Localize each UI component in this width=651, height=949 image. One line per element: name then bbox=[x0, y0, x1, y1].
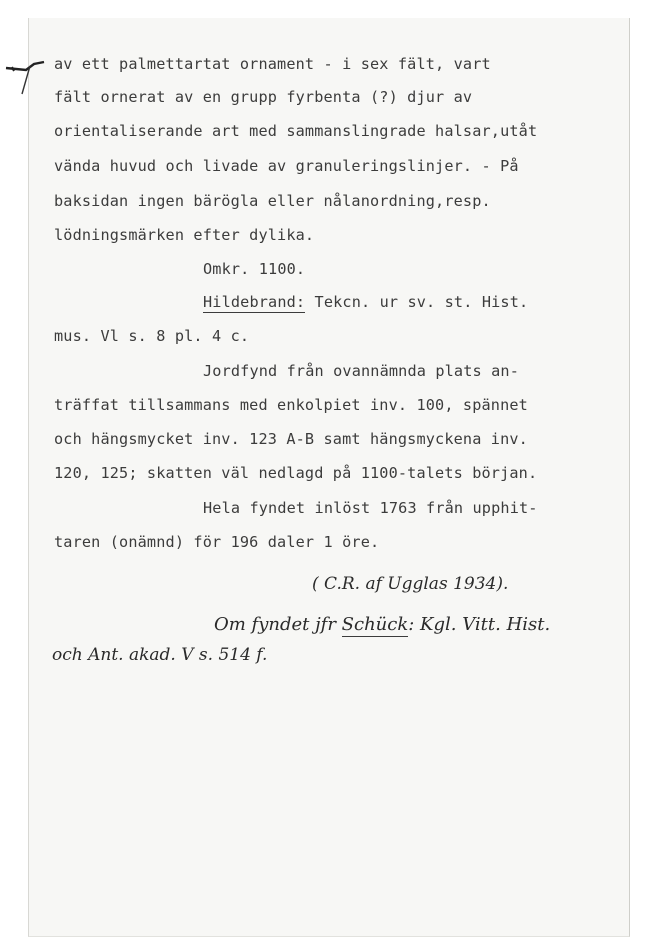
note-part-c: : Kgl. Vitt. Hist. bbox=[408, 614, 551, 635]
reference-text: Tekcn. ur sv. st. Hist. bbox=[314, 293, 529, 311]
handwritten-note-line-1 bbox=[214, 614, 550, 635]
text-line-12: och hängsmycket inv. 123 A-B samt hängsmyckena inv. bbox=[54, 430, 528, 448]
text-line-11: träffat tillsammans med enkolpiet inv. 100, spännet bbox=[54, 396, 528, 414]
text-line-13: 120, 125; skatten väl nedlagd på 1100-talets början. bbox=[54, 464, 538, 482]
text-line-1: av ett palmettartat ornament - i sex fält, vart bbox=[54, 55, 491, 73]
text-line-14: Hela fyndet inlöst 1763 från upphit- bbox=[203, 499, 538, 517]
text-line-6: lödningsmärken efter dylika. bbox=[54, 226, 315, 244]
text-line-9: mus. Vl s. 8 pl. 4 c. bbox=[54, 327, 250, 345]
text-line-3: orientaliserande art med sammanslingrade halsar,utåt bbox=[54, 122, 538, 140]
date-line: Omkr. 1100. bbox=[203, 260, 306, 278]
text-line-4: vända huvud och livade av granuleringslinjer. - På bbox=[54, 157, 519, 175]
text-line-2: fält ornerat av en grupp fyrbenta (?) djur av bbox=[54, 88, 473, 106]
text-line-5: baksidan ingen bärögla eller nålanordning,resp. bbox=[54, 192, 491, 210]
reference-line bbox=[203, 293, 528, 311]
note-schuck: Schück bbox=[341, 614, 409, 635]
handwritten-note-line-2: och Ant. akad. V s. 514 f. bbox=[52, 645, 268, 665]
text-line-15: taren (onämnd) för 196 daler 1 öre. bbox=[54, 533, 380, 551]
handwritten-signature: ( C.R. af Ugglas 1934). bbox=[312, 574, 509, 594]
note-part-a: Om fyndet jfr bbox=[214, 614, 342, 635]
text-line-10: Jordfynd från ovannämnda plats an- bbox=[203, 362, 519, 380]
hildebrand-ref: Hildebrand: bbox=[203, 293, 306, 311]
margin-pen-mark bbox=[4, 54, 50, 98]
